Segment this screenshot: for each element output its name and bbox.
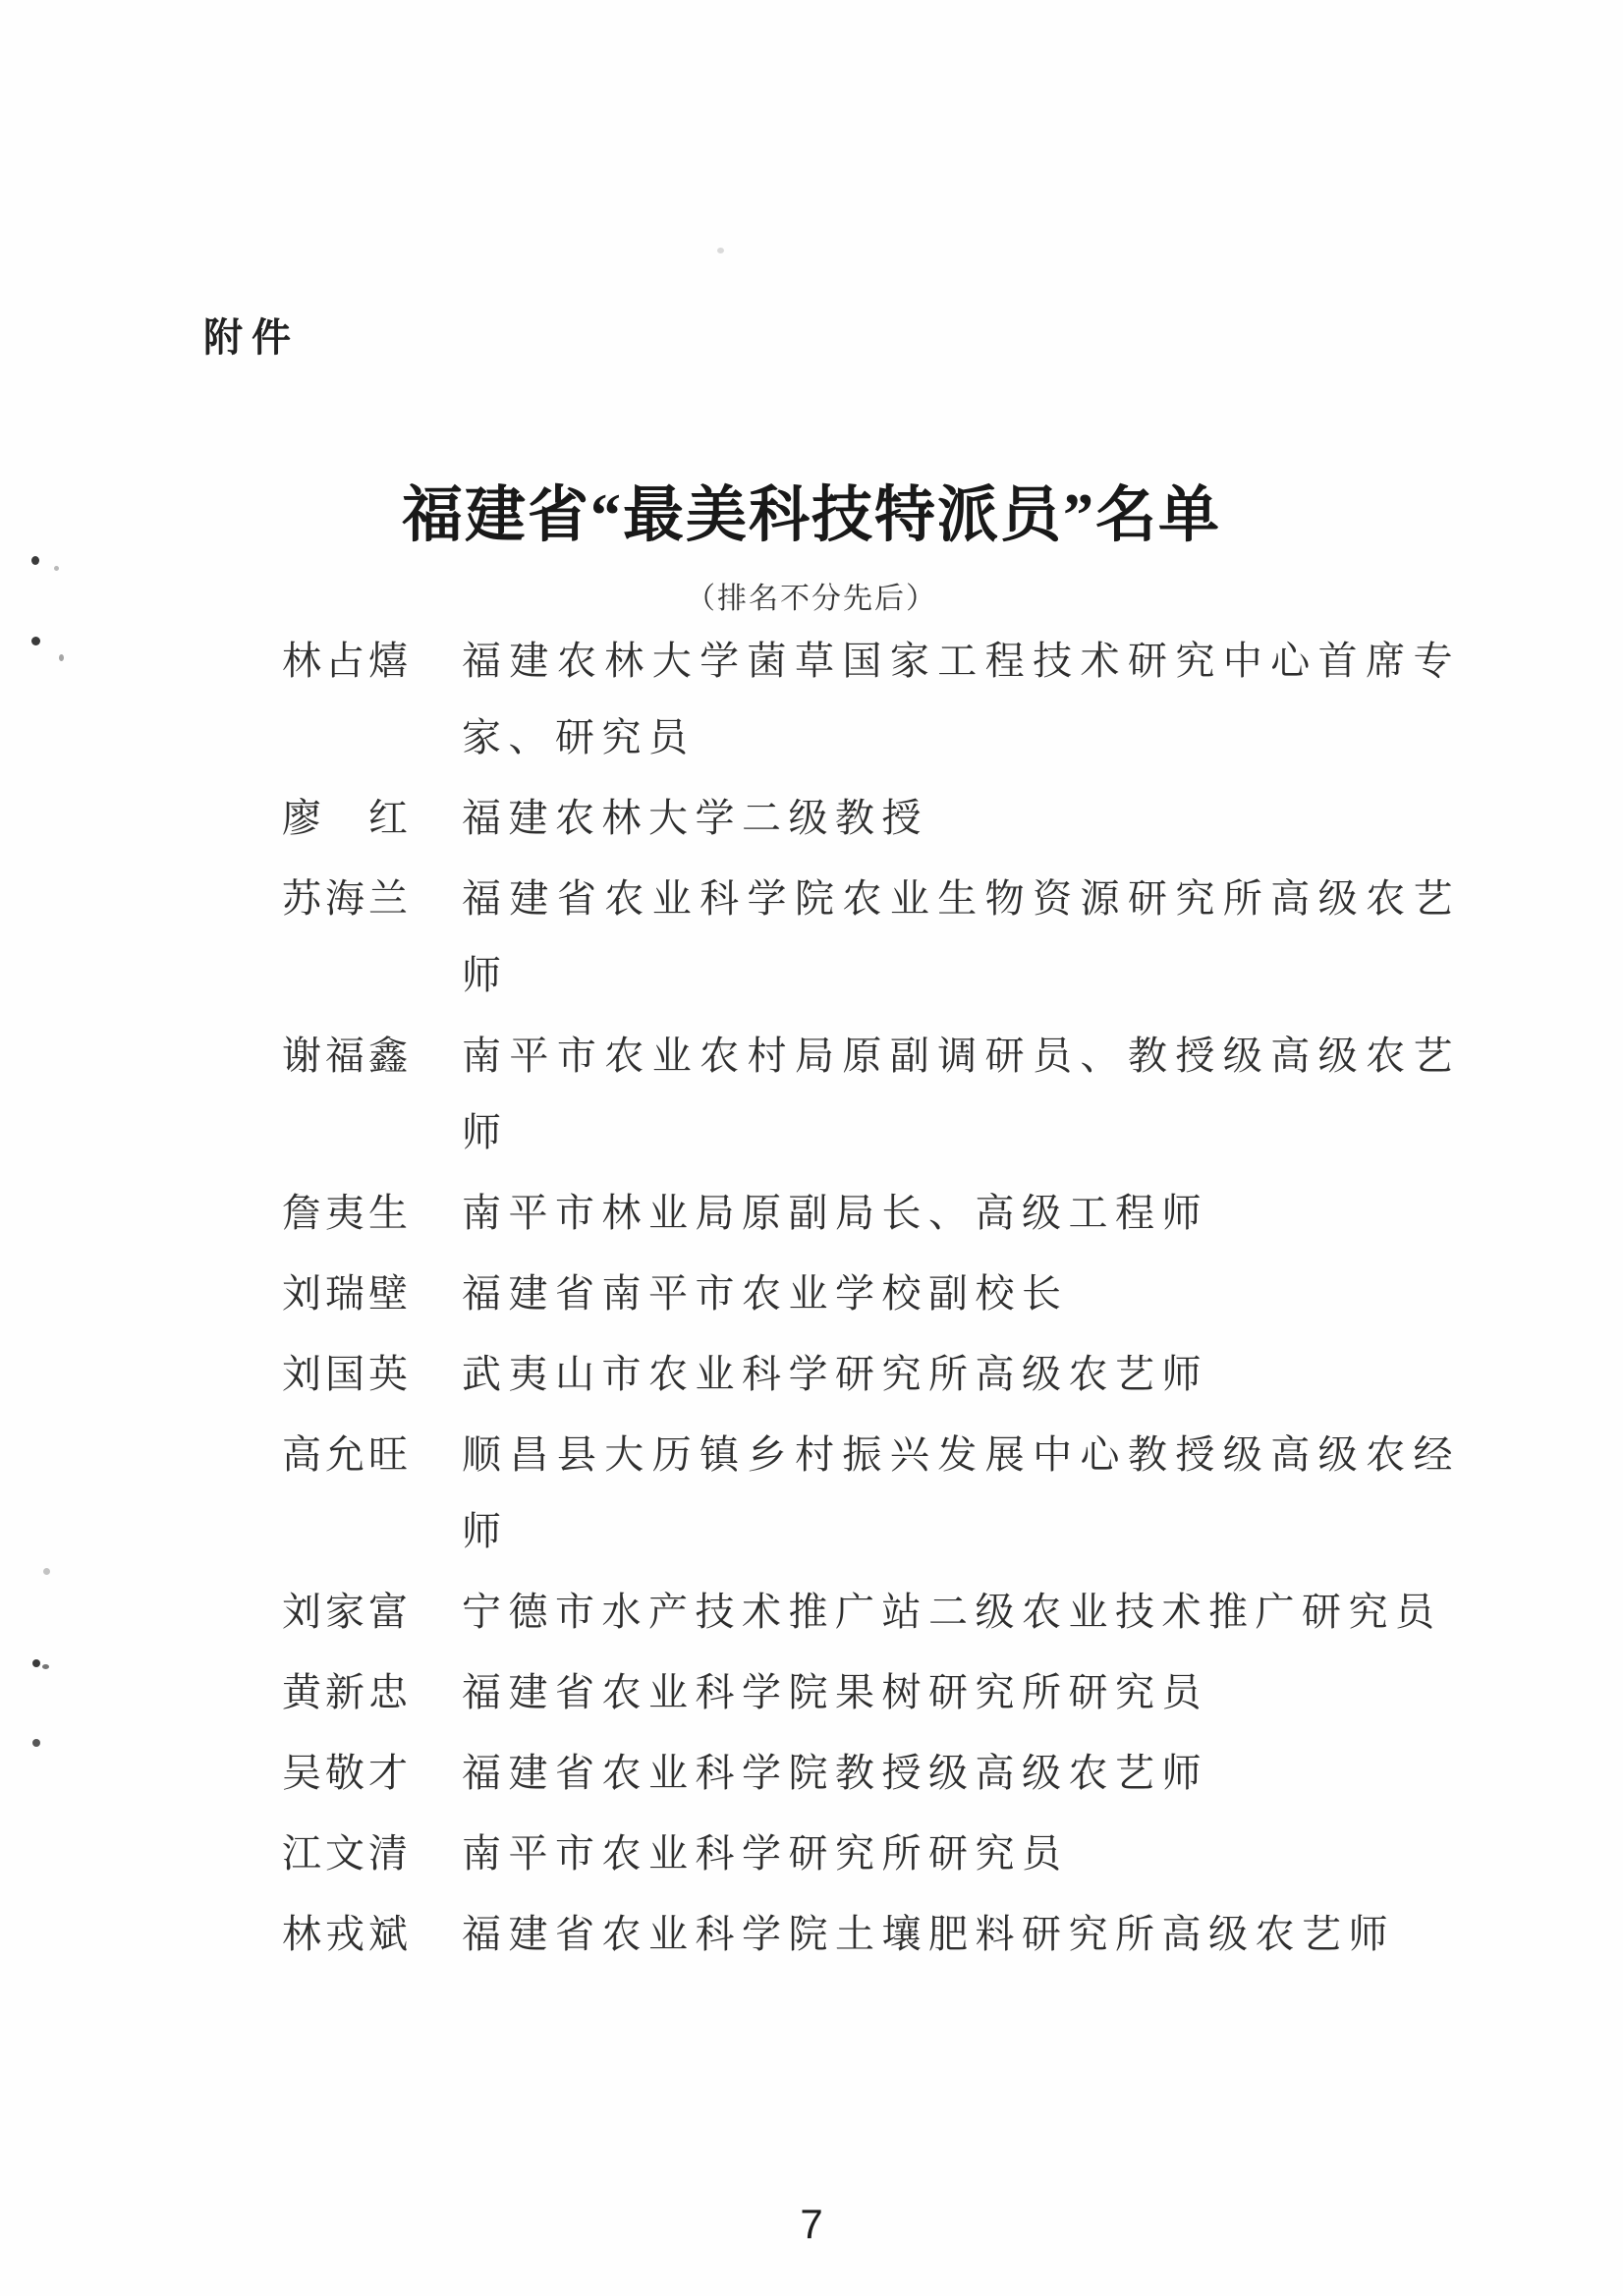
entry-description: 南平市林业局原副局长、高级工程师 [462,1191,1208,1235]
list-entry [282,861,1461,1014]
entry-name: 苏海兰 [282,876,412,921]
list-entry [282,1018,1461,1171]
scan-speck [43,1568,50,1575]
list-entry [282,1816,1461,1892]
scan-speck [32,1659,40,1667]
entry-name: 詹夷生 [282,1191,412,1235]
entry-description: 武夷山市农业科学研究所高级农艺师 [462,1352,1208,1396]
scan-speck [59,654,64,661]
entry-name: 谢福鑫 [282,1034,412,1078]
entry-description: 福建农林大学二级教授 [462,796,928,840]
list-entry [282,623,1461,776]
entry-description: 福建省农业科学院农业生物资源研究所高级农艺师 [462,876,1460,997]
page-title: 福建省“最美科技特派员”名单 [401,482,1221,549]
scan-speck [42,1664,49,1669]
entry-name: 刘家富 [282,1590,412,1634]
list-entry [282,1896,1461,1973]
list-entry [282,1735,1461,1812]
entry-name: 廖 红 [282,796,412,840]
page-number: 7 [800,2201,823,2247]
entry-description: 福建农林大学菌草国家工程技术研究中心首席专家、研究员 [462,639,1460,759]
attachment-label: 附件 [203,316,300,360]
entry-name: 江文清 [282,1831,412,1876]
list-entry [282,1256,1461,1332]
entry-description: 福建省农业科学院土壤肥料研究所高级农艺师 [462,1912,1395,1956]
entry-name: 刘瑞壁 [282,1271,412,1316]
entry-name: 林占熺 [282,639,412,683]
entry-description: 南平市农业科学研究所研究员 [462,1831,1069,1876]
list-entry [282,1574,1461,1651]
scan-speck [31,556,39,565]
list-entry [282,1417,1461,1570]
scan-speck [32,1739,40,1747]
entry-description: 顺昌县大历镇乡村振兴发展中心教授级高级农经师 [462,1432,1460,1553]
page-subtitle: （排名不分先后） [686,583,937,615]
entry-description: 福建省农业科学院教授级高级农艺师 [462,1751,1208,1795]
list-entry [282,1175,1461,1252]
entry-description: 宁德市水产技术推广站二级农业技术推广研究员 [462,1590,1442,1634]
entry-name: 刘国英 [282,1352,412,1396]
scan-speck [31,637,40,645]
entry-name: 吴敬才 [282,1751,412,1795]
list-entry [282,780,1461,857]
entry-name: 黄新忠 [282,1670,412,1714]
entry-description: 南平市农业农村局原副调研员、教授级高级农艺师 [462,1034,1460,1154]
entry-name: 林戎斌 [282,1912,412,1956]
scan-speck [717,248,724,253]
entry-description: 福建省南平市农业学校副校长 [462,1271,1069,1316]
entry-name: 高允旺 [282,1432,412,1477]
commissioner-list [282,623,1461,1977]
list-entry [282,1336,1461,1413]
entry-description: 福建省农业科学院果树研究所研究员 [462,1670,1208,1714]
list-entry [282,1654,1461,1731]
scan-speck [54,566,59,571]
